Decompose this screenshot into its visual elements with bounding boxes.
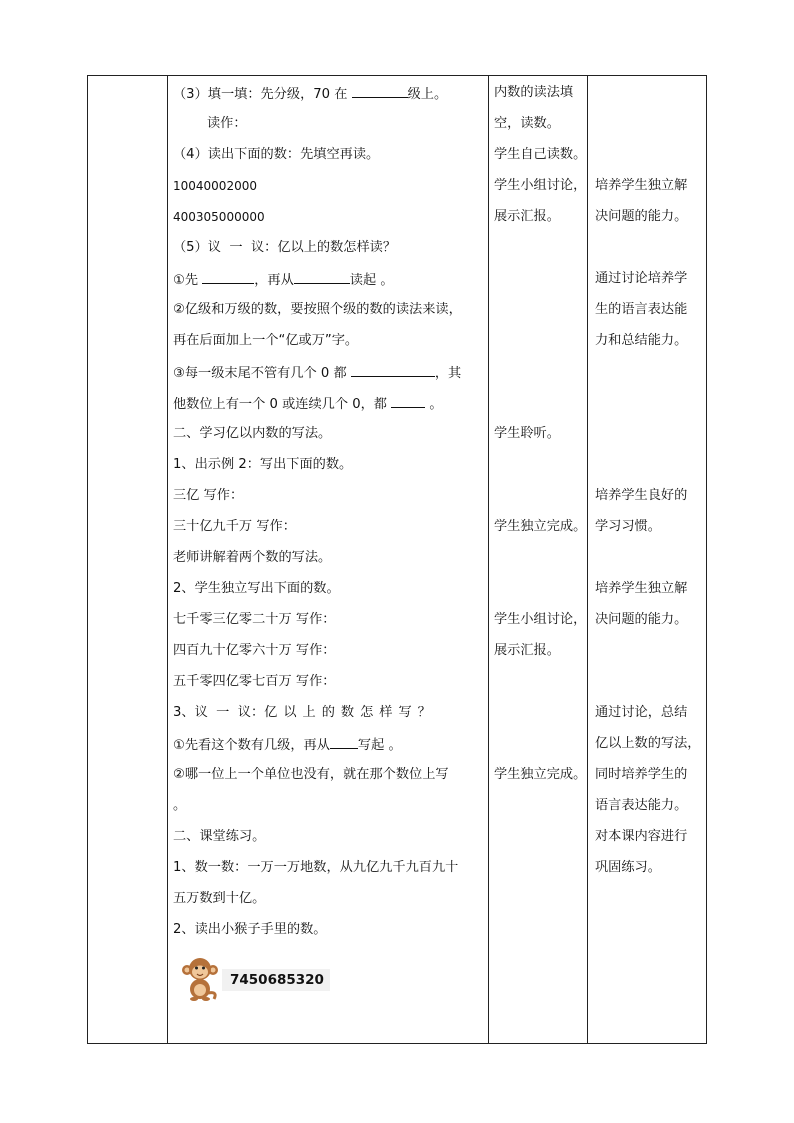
content-line: 2、读出小猴子手里的数。: [173, 922, 327, 937]
intent-line: 通过讨论培养学: [595, 271, 688, 286]
content-line: 2、学生独立写出下面的数。: [173, 581, 340, 596]
content-line: （4）读出下面的数：先填空再读。: [173, 147, 380, 162]
column-divider-1: [167, 75, 168, 1044]
content-line: 五万数到十亿。: [173, 891, 266, 906]
intent-line: 决问题的能力。: [595, 209, 688, 224]
content-line: 。: [173, 798, 187, 813]
content-line: ②哪一位上一个单位也没有，就在那个数位上写: [173, 767, 449, 782]
content-line: 七千零三亿零二十万 写作：: [173, 612, 336, 627]
student-line: 学生独立完成。: [494, 519, 587, 534]
content-line: ③每一级末尾不管有几个 0 都 ，其: [173, 363, 461, 383]
intent-line: 对本课内容进行: [595, 829, 688, 844]
content-line: ①先 ，再从 读起 。: [173, 270, 394, 290]
table-right-border: [706, 75, 707, 1044]
student-line: 展示汇报。: [494, 209, 560, 224]
column-divider-3: [587, 75, 588, 1044]
intent-line: 语言表达能力。: [595, 798, 688, 813]
intent-line: 决问题的能力。: [595, 612, 688, 627]
student-line: 学生小组讨论，: [494, 178, 587, 193]
monkey-number-illustration: [180, 955, 330, 1003]
content-line: 3、议 一 议：亿以上的数怎样写？: [173, 705, 437, 720]
content-line: 他数位上有一个 0 或连续几个 0，都 。: [173, 394, 443, 414]
intent-line: 通过讨论，总结: [595, 705, 688, 720]
student-line: 空，读数。: [494, 116, 560, 131]
student-line: 展示汇报。: [494, 643, 560, 658]
content-line: （3）填一填：先分级，70 在 级上。: [173, 84, 447, 104]
content-line: 五千零四亿零七百万 写作：: [173, 674, 336, 689]
content-line: （5）议 一 议：亿以上的数怎样读？: [173, 240, 397, 255]
intent-line: 学习习惯。: [595, 519, 661, 534]
fill-blank: [294, 270, 350, 284]
content-line: 三亿 写作：: [173, 488, 244, 503]
fill-blank: [351, 363, 435, 377]
content-line: 400305000000: [173, 210, 265, 224]
student-line: 学生独立完成。: [494, 767, 587, 782]
monkey-number: 7450685320: [222, 969, 330, 991]
fill-blank: [391, 394, 425, 408]
content-line: 三十亿九千万 写作：: [173, 519, 296, 534]
content-line: 1、数一数：一万一万地数，从九亿九千九百九十: [173, 860, 459, 875]
content-line: ①先看这个数有几级，再从 写起 。: [173, 735, 402, 755]
design-intent-column: [595, 75, 705, 1044]
teaching-content-column: [173, 75, 485, 1044]
fill-blank: [352, 84, 408, 98]
content-line: 再在后面加上一个“亿或万”字。: [173, 333, 359, 348]
intent-line: 生的语言表达能: [595, 302, 688, 317]
student-activity-column: [494, 75, 586, 1044]
intent-line: 巩固练习。: [595, 860, 661, 875]
intent-line: 力和总结能力。: [595, 333, 688, 348]
intent-line: 培养学生独立解: [595, 581, 688, 596]
column-divider-2: [488, 75, 489, 1044]
intent-line: 培养学生良好的: [595, 488, 688, 503]
table-left-border: [87, 75, 88, 1044]
student-line: 内数的读法填: [494, 85, 574, 100]
content-line: 10040002000: [173, 179, 257, 193]
content-line: 二、学习亿以内数的写法。: [173, 426, 332, 441]
content-line: 1、出示例 2：写出下面的数。: [173, 457, 353, 472]
intent-line: 培养学生独立解: [595, 178, 688, 193]
content-line: 读作：: [207, 116, 247, 131]
fill-blank: [330, 735, 358, 749]
student-line: 学生聆听。: [494, 426, 560, 441]
content-line: ②亿级和万级的数，要按照个级的数的读法来读，: [173, 302, 462, 317]
lesson-table: [87, 75, 707, 1044]
fill-blank: [202, 270, 254, 284]
intent-line: 亿以上数的写法，: [595, 736, 701, 751]
student-line: 学生自己读数。: [494, 147, 587, 162]
content-line: 老师讲解着两个数的写法。: [173, 550, 332, 565]
content-line: 二、课堂练习。: [173, 829, 266, 844]
monkey-icon: [180, 955, 220, 1001]
student-line: 学生小组讨论，: [494, 612, 587, 627]
content-line: 四百九十亿零六十万 写作：: [173, 643, 336, 658]
intent-line: 同时培养学生的: [595, 767, 688, 782]
